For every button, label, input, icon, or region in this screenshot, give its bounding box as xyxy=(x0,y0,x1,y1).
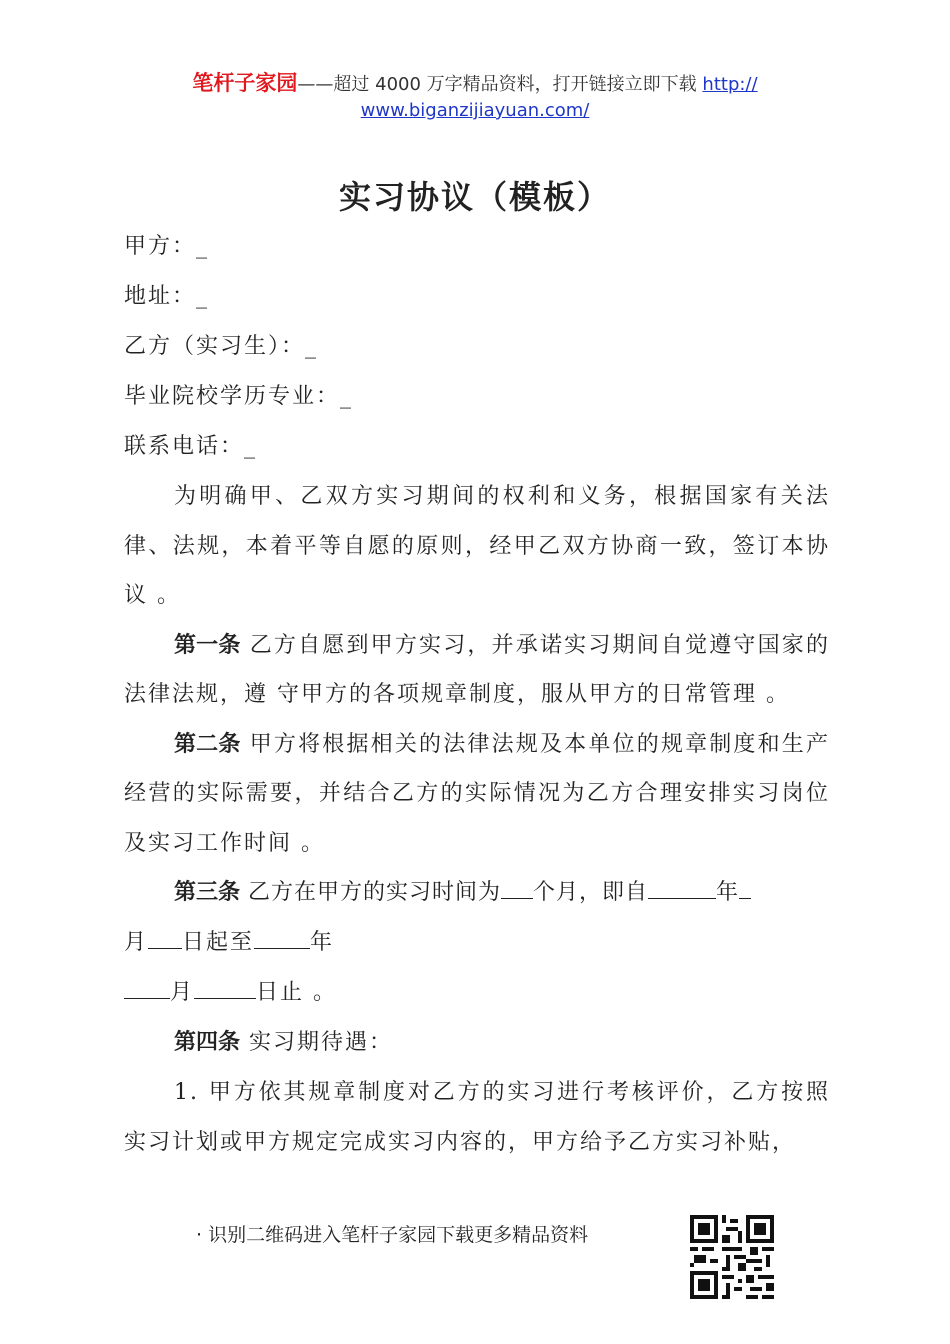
brand-name: 笔杆子家园 xyxy=(192,71,298,95)
article-4 xyxy=(124,1018,830,1068)
start-year-blank xyxy=(648,876,716,899)
article-3-text-5: 日起至 xyxy=(182,930,255,955)
banner-tagline: ——超过 4000 万字精品资料，打开链接立即下载 xyxy=(297,74,697,95)
end-day-blank xyxy=(194,976,256,999)
article-3-text-1: 乙方在甲方的实习时间为 xyxy=(240,880,502,905)
article-3-text-2: 个月，即自 xyxy=(533,880,649,905)
field-school: 毕业院校学历专业：_ xyxy=(124,384,354,409)
document-title: 实习协议（模板） xyxy=(338,178,611,216)
article-2-text: 甲方将根据相关的法律法规及本单位的规章制度和生产经营的实际需要，并结合乙方的实际情况为乙方合理安排实习岗位及实习工作时间 。 xyxy=(124,731,830,856)
article-3-line-3 xyxy=(124,968,830,1018)
download-link-part2[interactable]: www.biganzijiayuan.com/ xyxy=(360,100,590,121)
article-3-text-8: 日止 。 xyxy=(256,980,338,1005)
article-3-text-6: 年 xyxy=(310,930,335,955)
article-4-text: 实习期待遇： xyxy=(240,1030,394,1055)
field-address: 地址：_ xyxy=(124,284,210,309)
document-body xyxy=(124,222,830,1167)
field-party-b: 乙方（实习生）：_ xyxy=(124,334,319,359)
article-3-line-1 xyxy=(124,868,830,918)
months-blank xyxy=(501,876,533,899)
qr-code-icon[interactable] xyxy=(690,1215,774,1299)
banner-line-1 xyxy=(0,70,950,98)
intro-paragraph: 为明确甲、乙双方实习期间的权利和义务，根据国家有关法律、法规，本着平等自愿的原则，经甲乙双方协商一致，签订本协议 。 xyxy=(124,484,830,608)
field-party-a: 甲方：_ xyxy=(124,234,210,259)
start-month-blank-a xyxy=(739,876,751,899)
article-4-item-1: 1. 甲方依其规章制度对乙方的实习进行考核评价，乙方按照实习计划或甲方规定完成实习内容的，甲方给予乙方实习补贴， xyxy=(124,1080,830,1155)
article-1-label: 第一条 xyxy=(174,632,241,658)
article-3-text-4: 月 xyxy=(124,930,149,955)
start-day-blank xyxy=(148,926,182,949)
end-year-blank xyxy=(254,926,310,949)
banner-line-2 xyxy=(0,98,950,124)
footer-note: · 识别二维码进入笔杆子家园下载更多精品资料 xyxy=(196,1224,589,1246)
article-1-text: 乙方自愿到甲方实习，并承诺实习期间自觉遵守国家的法律法规，遵 守甲方的各项规章制度，服从甲方的日常管理 。 xyxy=(124,632,830,707)
site-banner xyxy=(0,70,950,124)
article-1 xyxy=(124,621,830,720)
article-3 xyxy=(124,868,830,1018)
end-month-blank xyxy=(124,976,170,999)
article-2 xyxy=(124,720,830,869)
article-3-text-7: 月 xyxy=(170,980,195,1005)
article-2-label: 第二条 xyxy=(174,731,241,757)
article-3-label: 第三条 xyxy=(174,880,241,905)
field-phone: 联系电话：_ xyxy=(124,434,258,459)
article-3-line-2 xyxy=(124,918,830,968)
download-link-part1[interactable]: http:// xyxy=(702,74,758,95)
article-3-text-3: 年 xyxy=(716,880,740,905)
article-4-label: 第四条 xyxy=(174,1030,241,1055)
